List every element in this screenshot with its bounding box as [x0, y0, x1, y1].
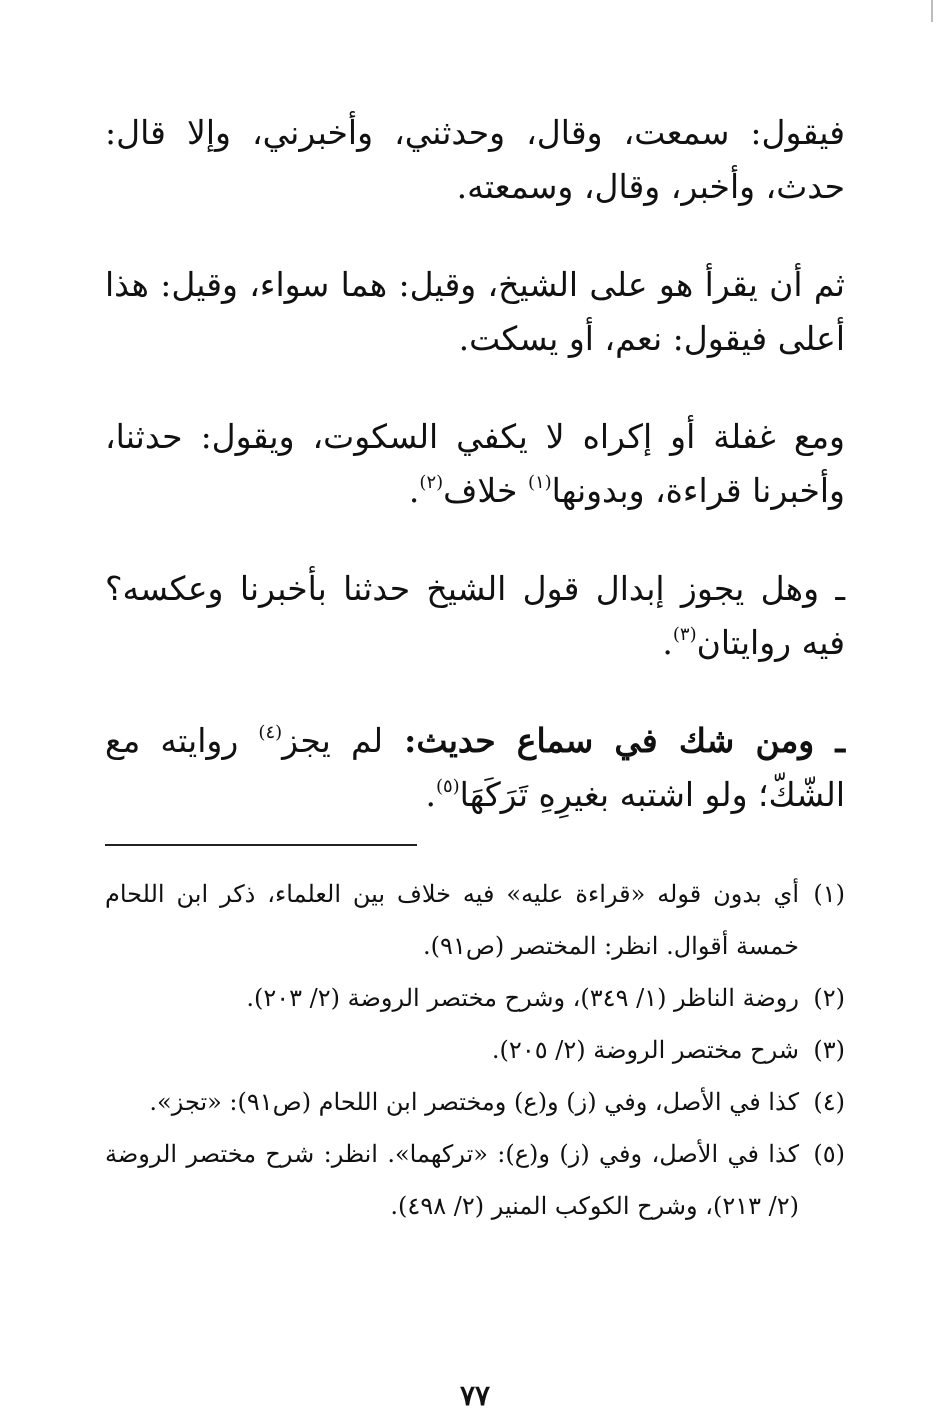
footnote-ref-1[interactable]: (١)	[527, 472, 552, 493]
footnote-2	[105, 972, 845, 1024]
paragraph-5-heading: ـ ومن شك في سماع حديث:	[383, 721, 845, 760]
footnote-ref-5[interactable]: (٥)	[435, 776, 460, 797]
book-page	[105, 100, 845, 1412]
paragraph-2: ثم أن يقرأ هو على الشيخ، وقيل: هما سواء، وقيل: هذا أعلى فيقول: نعم، أو يسكت.	[105, 265, 845, 358]
paragraph-1: فيقول: سمعت، وقال، وحدثني، وأخبرني، وإلا قال: حدث، وأخبر، وقال، وسمعته.	[105, 113, 845, 206]
paragraph-4-text: ـ وهل يجوز إبدال قول الشيخ حدثنا بأخبرنا وعكسه؟ فيه روايتان	[105, 569, 845, 662]
footnote-text: كذا في الأصل، وفي (ز) و(ع) ومختصر ابن اللحام (ص٩١): «تجز».	[149, 1088, 799, 1116]
footnote-text: شرح مختصر الروضة (٢/ ٢٠٥).	[491, 1036, 799, 1064]
footnote-number: (١)	[813, 880, 845, 908]
footnote-number: (٥)	[813, 1140, 845, 1168]
footnote-number: (٢)	[813, 984, 845, 1012]
paragraph-4-end: .	[662, 623, 673, 662]
paragraph-5	[105, 714, 845, 822]
footnote-separator	[105, 844, 417, 846]
footnote-text: أي بدون قوله «قراءة عليه» فيه خلاف بين العلماء، ذكر ابن اللحام خمسة أقوال. انظر: المختصر (ص٩١).	[105, 880, 799, 960]
paragraph-5-middle: روايته مع الشّكّ؛ ولو اشتبه بغيرِهِ تَرَكَهَا	[105, 721, 845, 814]
paragraph-5-end: .	[425, 775, 436, 814]
footnote-1	[105, 868, 845, 972]
paragraph-4	[105, 562, 845, 670]
paragraph-3-end: .	[408, 471, 420, 510]
footnote-3	[105, 1024, 845, 1076]
footnote-4	[105, 1076, 845, 1128]
paragraph-3-text: ومع غفلة أو إكراه لا يكفي السكوت، ويقول: حدثنا، وأخبرنا قراءة، وبدونها	[105, 417, 845, 510]
scan-edge-mark	[931, 0, 933, 22]
paragraph-3-middle: خلاف	[443, 471, 528, 510]
footnote-ref-4[interactable]: (٤)	[258, 722, 283, 743]
footnote-text: كذا في الأصل، وفي (ز) و(ع): «تركهما». انظر: شرح مختصر الروضة (٢/ ٢١٣)، وشرح الكوكب المنير (٢/ ٤٩٨).	[105, 1140, 799, 1220]
footnote-ref-3[interactable]: (٣)	[672, 624, 697, 645]
footnote-ref-2[interactable]: (٢)	[419, 472, 444, 493]
paragraph-3	[105, 410, 845, 518]
footnote-5	[105, 1128, 845, 1232]
paragraph-5-text: لم يجز	[282, 721, 384, 760]
footnote-text: روضة الناظر (١/ ٣٤٩)، وشرح مختصر الروضة (٢/ ٢٠٣).	[246, 984, 799, 1012]
page-number: ٧٧	[459, 1379, 491, 1412]
footnote-number: (٣)	[813, 1036, 845, 1064]
footnotes	[105, 868, 845, 1232]
footnote-number: (٤)	[813, 1088, 845, 1116]
